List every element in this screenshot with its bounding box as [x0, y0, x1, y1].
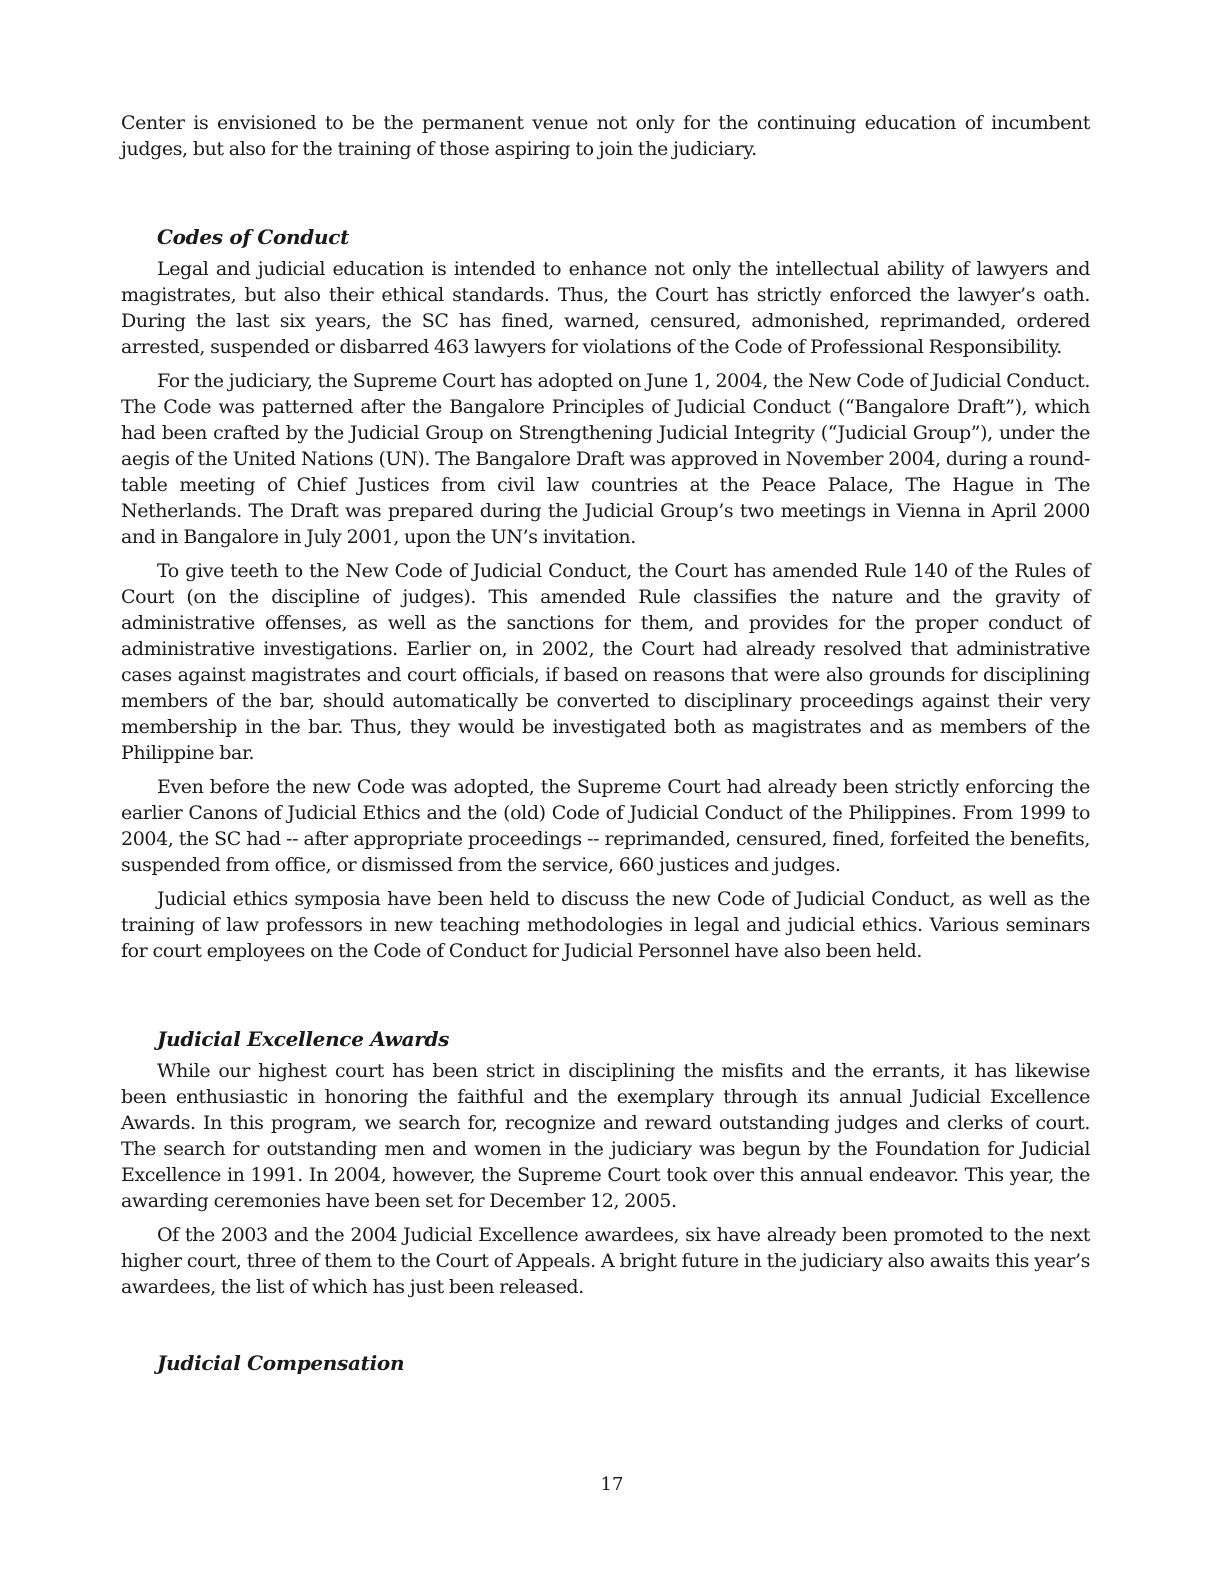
section-spacer [121, 162, 1090, 224]
paragraph: Judicial ethics symposia have been held to discuss the new Code of Judicial Conduct, as well as the training of law professors in new teaching methodologies in legal and judicial ethics. Various seminars for court employees on the Code of Conduct for Judicial Personnel have also been held. [121, 888, 1090, 962]
paragraph: Of the 2003 and the 2004 Judicial Excellence awardees, six have already been promoted to the next higher court, three of them to the Court of Appeals. A bright future in the judiciary also awaits this year’s awardees, the list of which has just been released. [121, 1224, 1090, 1298]
document-page [121, 110, 1090, 1376]
paragraph: Even before the new Code was adopted, the Supreme Court had already been strictly enforcing the earlier Canons of Judicial Ethics and the (old) Code of Judicial Conduct of the Philippines. From 1999 to 2004, the SC had -- after appropriate proceedings -- reprimanded, censured, fined, forfeited the benefits, suspended from office, or dismissed from the service, 660 justices and judges. [121, 776, 1090, 876]
paragraph: To give teeth to the New Code of Judicial Conduct, the Court has amended Rule 140 of the Rules of Court (on the discipline of judges). This amended Rule classifies the nature and the gravity of administrative offenses, as well as the sanctions for them, and provides for the proper conduct of administrative investigations. Earlier on, in 2002, the Court had already resolved that administrative cases against magistrates and court officials, if based on reasons that were also grounds for disciplining members of the bar, should automatically be converted to disciplinary proceedings against their very membership in the bar. Thus, they would be investigated both as magistrates and as members of the Philippine bar. [121, 560, 1090, 764]
page-number: 17 [600, 1474, 624, 1495]
paragraph: Legal and judicial education is intended to enhance not only the intellectual ability of lawyers and magistrates, but also their ethical standards. Thus, the Court has strictly enforced the lawyer’s oath. During the last six years, the SC has fined, warned, censured, admonished, reprimanded, ordered arrested, suspended or disbarred 463 lawyers for violations of the Code of Professional Responsibility. [121, 258, 1090, 358]
section-spacer [121, 964, 1090, 1026]
paragraph: While our highest court has been strict in disciplining the misfits and the errants, it has likewise been enthusiastic in honoring the faithful and the exemplary through its annual Judicial Excellence Awards. In this program, we search for, recognize and reward outstanding judges and clerks of court. The search for outstanding men and women in the judiciary was begun by the Foundation for Judicial Excellence in 1991. In 2004, however, the Supreme Court took over this annual endeavor. This year, the awarding ceremonies have been set for December 12, 2005. [121, 1060, 1090, 1212]
section-heading-codes-of-conduct: Codes of Conduct [157, 225, 350, 249]
paragraph: For the judiciary, the Supreme Court has adopted on June 1, 2004, the New Code of Judicial Conduct. The Code was patterned after the Bangalore Principles of Judicial Conduct (“Bangalore Draft”), which had been crafted by the Judicial Group on Strengthening Judicial Integrity (“Judicial Group”), under the aegis of the United Nations (UN). The Bangalore Draft was approved in November 2004, during a round-table meeting of Chief Justices from civil law countries at the Peace Palace, The Hague in The Netherlands. The Draft was prepared during the Judicial Group’s two meetings in Vienna in April 2000 and in Bangalore in July 2001, upon the UN’s invitation. [121, 370, 1090, 548]
section-spacer [121, 1300, 1090, 1350]
intro-paragraph: Center is envisioned to be the permanent venue not only for the continuing education of incumbent judges, but also for the training of those aspiring to join the judiciary. [121, 112, 1090, 160]
section-heading-judicial-compensation: Judicial Compensation [157, 1351, 405, 1375]
section-heading-judicial-excellence-awards: Judicial Excellence Awards [157, 1027, 450, 1051]
